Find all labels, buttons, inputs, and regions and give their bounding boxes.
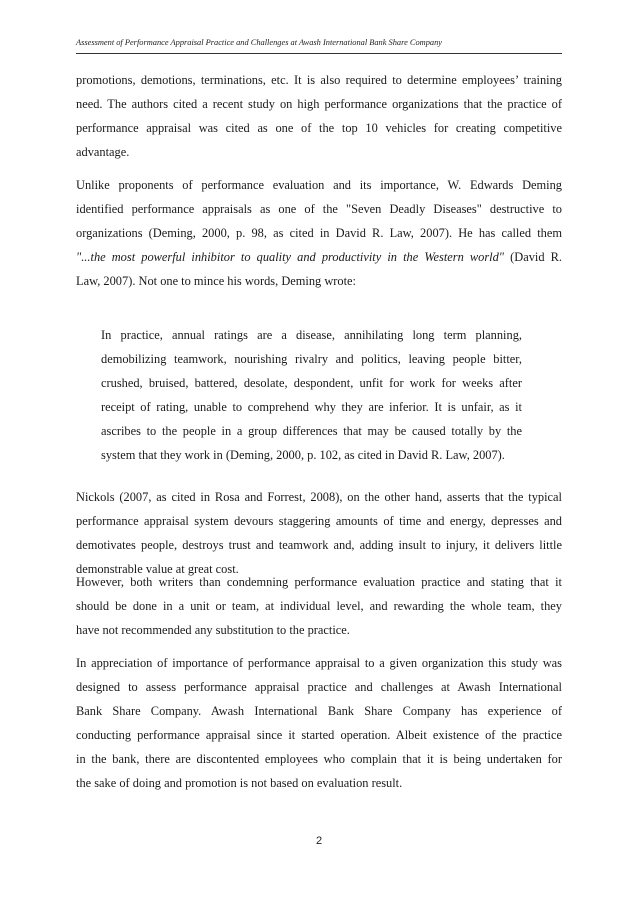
text-line: the sake of doing and promotion is not based on evaluation result. [76, 776, 403, 790]
text-line: performance appraisal was cited as one of the top 10 vehicles for creating competitive [76, 121, 562, 135]
text-line: Law, 2007). Not one to mince his words, Deming wrote: [76, 274, 356, 288]
text-line: Unlike proponents of performance evaluation and its importance, W. Edwards Deming [76, 178, 562, 192]
text-line: have not recommended any substitution to the practice. [76, 623, 350, 637]
text-line: In appreciation of importance of performance appraisal to a given organization this study was [76, 656, 562, 670]
header-rule [76, 53, 562, 54]
paragraph-5 [76, 651, 562, 795]
quote-line: crushed, bruised, battered, desolate, despondent, unfit for work for weeks after [101, 376, 522, 390]
text-line: performance appraisal system devours staggering amounts of time and energy, depresses and [76, 514, 562, 528]
quote-line: ascribes to the people in a group differences that may be caused totally by the [101, 424, 522, 438]
inline-quote: "...the most powerful inhibitor to quality and productivity in the Western world" [76, 250, 505, 264]
paragraph-1 [76, 68, 562, 164]
running-header: Assessment of Performance Appraisal Practice and Challenges at Awash International Bank Share Company [76, 38, 442, 47]
text-line: demonstrable value at great cost. [76, 562, 239, 576]
text-line: Bank Share Company. Awash International Bank Share Company has experience of [76, 704, 562, 718]
quote-line: In practice, annual ratings are a disease, annihilating long term planning, [101, 328, 522, 342]
text-line: in the bank, there are discontented employees who complain that it is being undertaken for [76, 752, 562, 766]
paragraph-3 [76, 485, 562, 581]
text-line-with-quote [76, 245, 562, 269]
quote-line: demobilizing teamwork, nourishing rivalry and politics, leaving people bitter, [101, 352, 522, 366]
quote-line: system that they work in (Deming, 2000, p. 102, as cited in David R. Law, 2007). [101, 448, 505, 462]
text-line: conducting performance appraisal since it started operation. Albeit existence of the practice [76, 728, 562, 742]
paragraph-2 [76, 173, 562, 293]
paragraph-4 [76, 570, 562, 642]
text-line: demotivates people, destroys trust and teamwork and, adding insult to injury, it delivers little [76, 538, 562, 552]
text-line: organizations (Deming, 2000, p. 98, as cited in David R. Law, 2007). He has called them [76, 226, 562, 240]
block-quote [101, 323, 522, 467]
text-line: need. The authors cited a recent study on high performance organizations that the practice of [76, 97, 562, 111]
text-line: advantage. [76, 145, 130, 159]
citation-text: (David R. [504, 250, 562, 264]
quote-line: receipt of rating, unable to comprehend why they are inferior. It is unfair, as it [101, 400, 522, 414]
page-number: 2 [315, 835, 323, 847]
text-line: should be done in a unit or team, at individual level, and rewarding the whole team, they [76, 599, 562, 613]
text-line: promotions, demotions, terminations, etc. It is also required to determine employees’ training [76, 73, 562, 87]
text-line: Nickols (2007, as cited in Rosa and Forrest, 2008), on the other hand, asserts that the typical [76, 490, 562, 504]
text-line: designed to assess performance appraisal practice and challenges at Awash International [76, 680, 562, 694]
text-line: However, both writers than condemning performance evaluation practice and stating that it [76, 575, 562, 589]
text-line: identified performance appraisals as one of the "Seven Deadly Diseases" destructive to [76, 202, 562, 216]
